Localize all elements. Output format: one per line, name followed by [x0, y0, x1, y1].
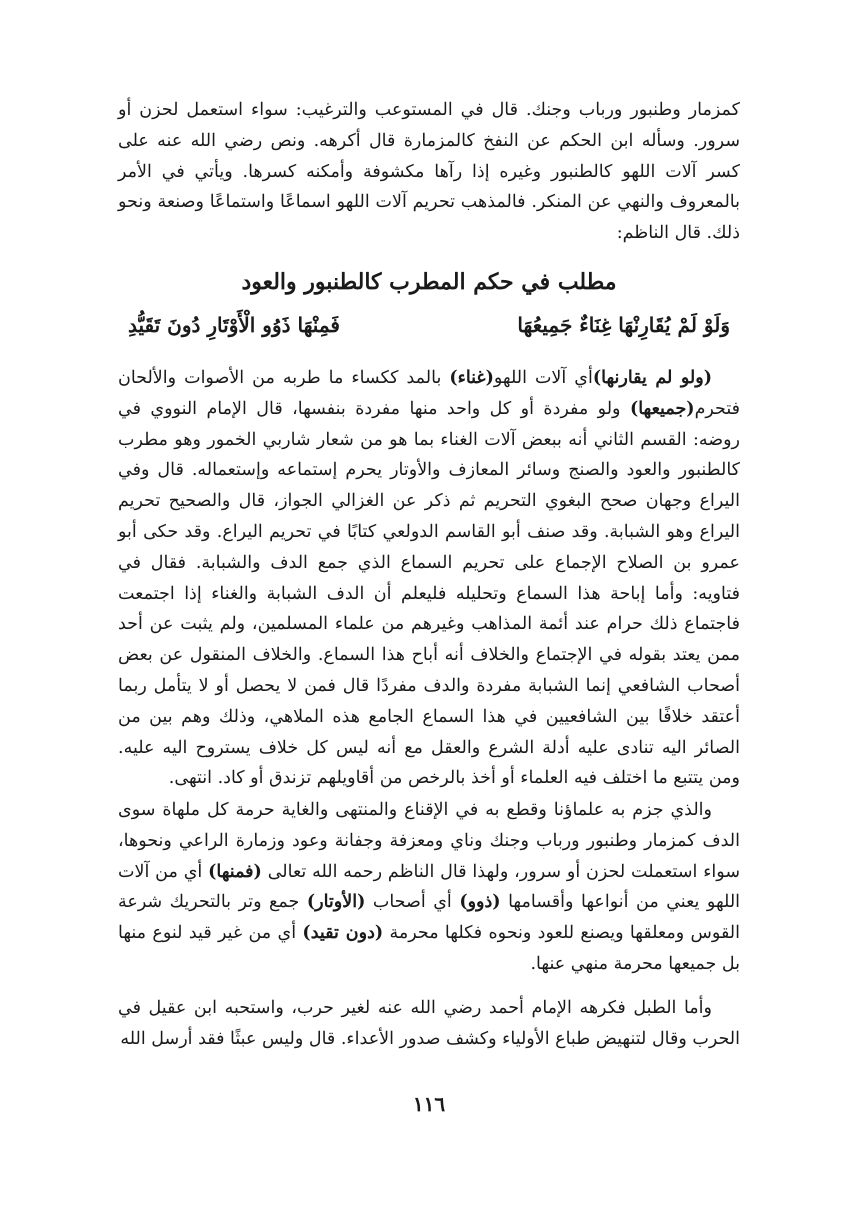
verse-second-hemistich: فَمِنْهَا ذَوُو الْأَوْتَارِ دُونَ تَقَيُّدِ: [128, 313, 340, 337]
quoted-phrase: (ذوو): [459, 892, 501, 913]
paragraph-drum: [118, 993, 740, 1055]
text-run: أي أصحاب: [365, 892, 460, 913]
quoted-phrase: (دون تقيد): [302, 923, 384, 944]
paragraph-drum-text: وأما الطبل فكرهه الإمام أحمد رضي الله عنه لغير حرب، واستحبه ابن عقيل في الحرب وقال لتنهيض طباع الأولياء وكشف صدور الأعداء. قال وليس عبثًا فقد أرسل الله: [118, 998, 740, 1049]
text-run: أي من غير قيد لنوع منها بل جميعها محرمة منهي عنها.: [118, 923, 740, 974]
quoted-phrase: (ولو لم يقارنها): [592, 368, 712, 388]
quoted-phrase: (جميعها): [629, 398, 695, 419]
paragraph-intro: [118, 95, 740, 249]
section-heading: مطلب في حكم المطرب كالطنبور والعود: [241, 269, 617, 295]
paragraph-commentary: [118, 363, 740, 794]
text-run: جمع وتر بالتحريك شرعة القوس ومعلقها ويصنع للعود ونحوه فكلها محرمة: [118, 892, 740, 944]
text-run: ولو مفردة أو كل واحد منها مفردة بنفسها، قال الإمام النووي في روضه: القسم الثاني أنه ببعض آلات الغناء بما هو من شعار شاربي الخمور وهو مطرب كالطنبور والعود والصنج وسائر المعازف والأوتار يحرم إستماعه وإستعماله. قال وفي اليراع وجهان صحح البغوي التحريم ثم ذكر عن الغزالي الجواز، قال والصحيح تحريم اليراع وهو الشبابة. وقد صنف أبو القاسم الدولعي كتابًا في تحريم اليراع. وقد حكى أبو عمرو بن الصلاح الإجماع على تحريم السماع الذي جمع الدف والشبابة. فقال في فتاويه: وأما إباحة هذا السماع وتحليله فليعلم أن الدف الشبابة والغناء إذا اجتمعت فاجتماع ذلك حرام عند أئمة المذاهب وغيرهم من علماء المسلمين، ولم يثبت عن أحد ممن يعتد بقوله في الإجتماع والخلاف أنه أباح هذا السماع. والخلاف المنقول عن بعض أصحاب الشافعي إنما الشبابة مفردة والدف مفردًا قال فمن لا يحصل أو لا يتأمل ربما أعتقد خلافًا بين الشافعيين في هذا السماع الجامع هذه الملاهي، وذلك وهم بين من الصائر اليه تنادى عليه أدلة الشرع والعقل مع أنه ليس كل خلاف يستروح اليه عليه. ومن يتتبع ما اختلف فيه العلماء أو أخذ بالرخص من أقاويلهم تزندق أو كاد. انتهى.: [118, 398, 740, 789]
paragraph-ruling: [118, 795, 740, 980]
quoted-phrase: (غناء): [449, 368, 494, 388]
poem-verse: [118, 305, 740, 345]
text-run: بالمد ككساء ما طربه من الأصوات والألحان فتحرم: [118, 368, 740, 419]
page-number: ١١٦: [412, 1092, 446, 1116]
text-run: أي آلات اللهو: [493, 368, 593, 388]
text-run: أي من آلات اللهو يعني من أنواعها وأقسامها: [118, 861, 741, 913]
text-run: والذي جزم به علماؤنا وقطع به في الإقناع والمنتهى والغاية حرمة كل ملهاة سوى الدف كمزمار وطنبور ورباب وجنك وناي ومعزفة وجفانة وعود وزمارة الراعي ونحوها، سواء استعملت لحزن أو سرور، ولهذا قال الناظم رحمه الله تعالى: [118, 800, 740, 882]
quoted-phrase: (فمنها): [208, 861, 262, 882]
quoted-phrase: (الأوتار): [306, 892, 366, 913]
verse-first-hemistich: وَلَوْ لَمْ يُقَارِنْهَا غِنَاءٌ جَمِيعُهَا: [517, 313, 730, 337]
paragraph-intro-text: كمزمار وطنبور ورباب وجنك. قال في المستوعب والترغيب: سواء استعمل لحزن أو سرور. وسأله ابن الحكم عن النفخ كالمزمارة قال أكرهه. ونص رضي الله عنه على كسر آلات اللهو كالطنبور وغيره إذا رآها مكشوفة وأمكنه كسرها. ويأتي في الأمر بالمعروف والنهي عن المنكر. فالمذهب تحريم آلات اللهو اسماعًا واستماعًا وصنعة ونحو ذلك. قال الناظم:: [118, 100, 740, 244]
